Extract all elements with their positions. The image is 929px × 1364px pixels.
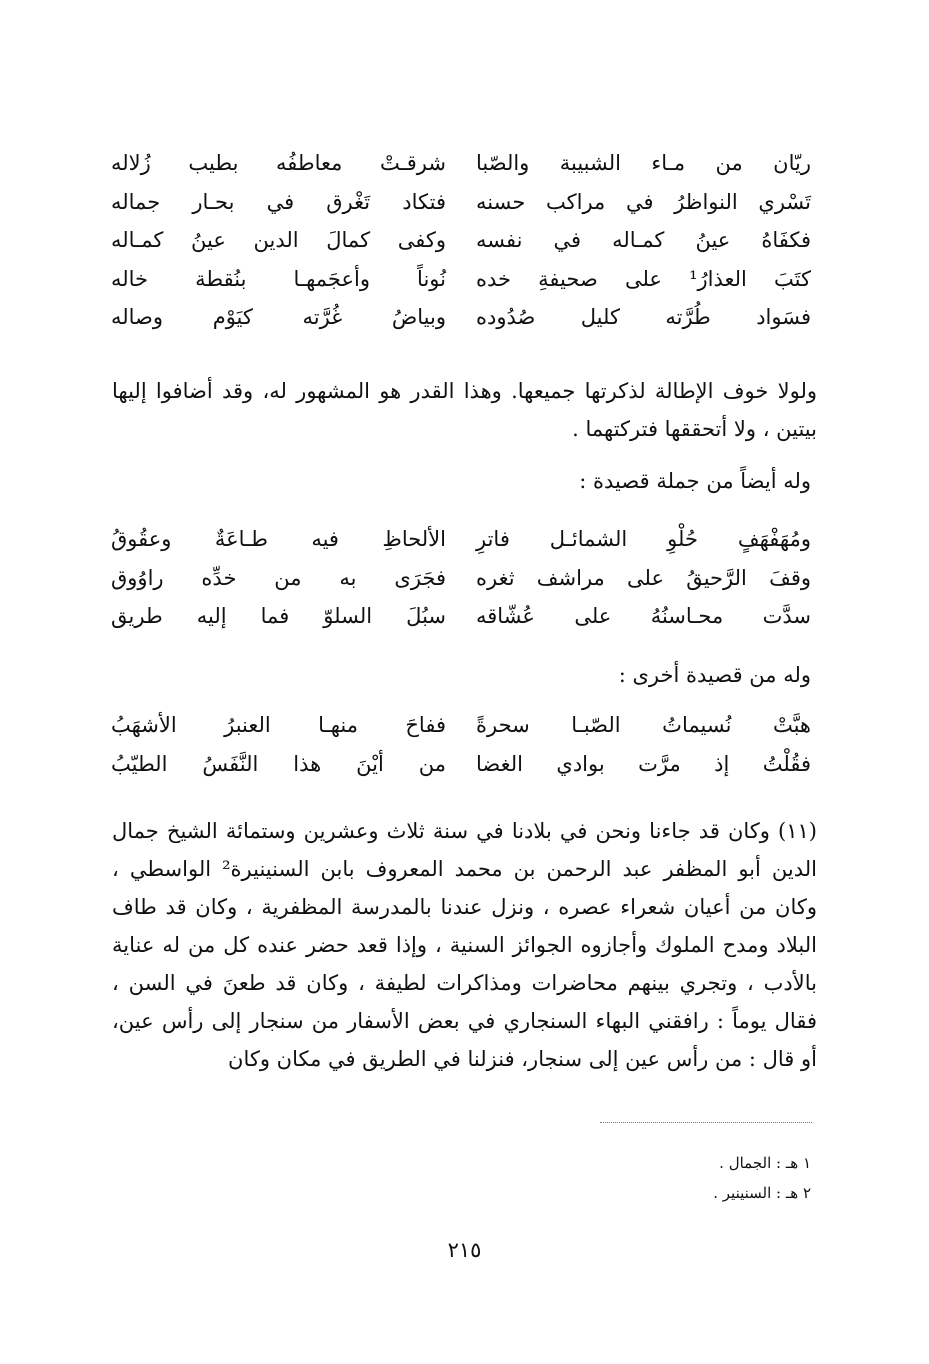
second-hemistich: نُوناً وأعجَمهـا بنُقطة خاله xyxy=(111,266,446,291)
verse xyxy=(111,520,811,559)
first-hemistich: فكفَاهُ عينُ كمـاله في نفسه xyxy=(476,228,811,252)
first-hemistich: كتَبَ العذارُ¹ على صحيفةِ خده xyxy=(476,266,811,291)
second-hemistich: فجَرَى به من خدِّه راوُوق xyxy=(111,565,446,590)
paragraph-2 xyxy=(112,812,817,1078)
poem-intro-3: وله من قصيدة أخرى : xyxy=(618,663,811,687)
second-hemistich: فتكاد تَغْرق في بحـار جماله xyxy=(111,189,446,214)
verse xyxy=(111,260,811,299)
first-hemistich: هبَّتْ نُسيماتُ الصّبـا سحرةً xyxy=(476,713,811,737)
second-hemistich: ففاحَ منهـا العنبرُ الأشهَبُ xyxy=(111,713,446,737)
footnote-divider xyxy=(600,1122,812,1123)
first-hemistich: ومُهَفْهَفٍ حُلْوِ الشمائـل فاترِ xyxy=(476,527,811,551)
page-number: ٢١٥ xyxy=(447,1238,482,1262)
poem-block-1 xyxy=(111,144,811,337)
first-hemistich: فسَواد طُرَّته كليل صُدُوده xyxy=(476,305,811,329)
second-hemistich: من أيْنَ هذا النَّفَسُ الطيّبُ xyxy=(111,751,446,776)
verse xyxy=(111,144,811,183)
first-hemistich: فقُلْتُ إذ مرَّت بوادي الغضا xyxy=(476,751,811,776)
first-hemistich: تَسْري النواظرُ في مراكب حسنه xyxy=(476,189,811,214)
second-hemistich: وبياضُ غُرَّته كيَوْم وصاله xyxy=(111,305,446,329)
verse xyxy=(111,559,811,598)
paragraph-1 xyxy=(112,372,817,448)
verse xyxy=(111,597,811,636)
footnote: ١ هـ : الجمال . xyxy=(719,1154,811,1172)
verse xyxy=(111,745,811,784)
poem-block-3 xyxy=(111,706,811,783)
paragraph-text: (١١) وكان قد جاءنا ونحن في بلادنا في سنة ثلاث وعشرين وستمائة الشيخ جمال الدين أبو المظفر عبد الرحمن بن محمد المعروف بابن السنينيرة² الواسطي ، وكان من أعيان شعراء عصره ، ونزل عندنا بالمدرسة المظفرية ، وكان قد طاف البلاد ومدح الملوك وأجازوه الجوائز السنية ، وإذا قعد حضر عنده كل من له عناية بالأدب ، وتجري بينهم محاضرات ومذاكرات لطيفة ، وكان قد طعنَ في السن ، فقال يوماً : رافقني البهاء السنجاري في بعض الأسفار من سنجار إلى رأس عين، أو قال : من رأس عين إلى سنجار، فنزلنا في الطريق في مكان وكان xyxy=(112,819,817,1071)
first-hemistich: سدَّت محـاسنُهُ على عُشّاقه xyxy=(476,604,811,628)
verse xyxy=(111,183,811,222)
paragraph-text: ولولا خوف الإطالة لذكرتها جميعها. وهذا القدر هو المشهور له، وقد أضافوا إليها بيتين ، ولا أتحققها فتركتهما . xyxy=(112,379,817,441)
footnote: ٢ هـ : السنينير . xyxy=(713,1184,811,1202)
second-hemistich: الألحاظِ فيه طـاعَةٌ وعقُوقُ xyxy=(111,527,446,551)
second-hemistich: شرقـتْ معاطفُه بطيب زُلاله xyxy=(111,151,446,175)
verse xyxy=(111,706,811,745)
first-hemistich: وقفَ الرَّحيقُ على مراشف ثغره xyxy=(476,565,811,590)
footnotes xyxy=(713,1148,811,1208)
first-hemistich: ريّان من مـاء الشبيبة والصّبا xyxy=(476,151,811,175)
poem-block-2 xyxy=(111,520,811,636)
second-hemistich: سبُلَ السلوّ فما إليه طريق xyxy=(111,604,446,628)
verse xyxy=(111,298,811,337)
second-hemistich: وكفى كمالَ الدين عينُ كمـاله xyxy=(111,228,446,252)
verse xyxy=(111,221,811,260)
poem-intro-2: وله أيضاً من جملة قصيدة : xyxy=(579,469,811,493)
